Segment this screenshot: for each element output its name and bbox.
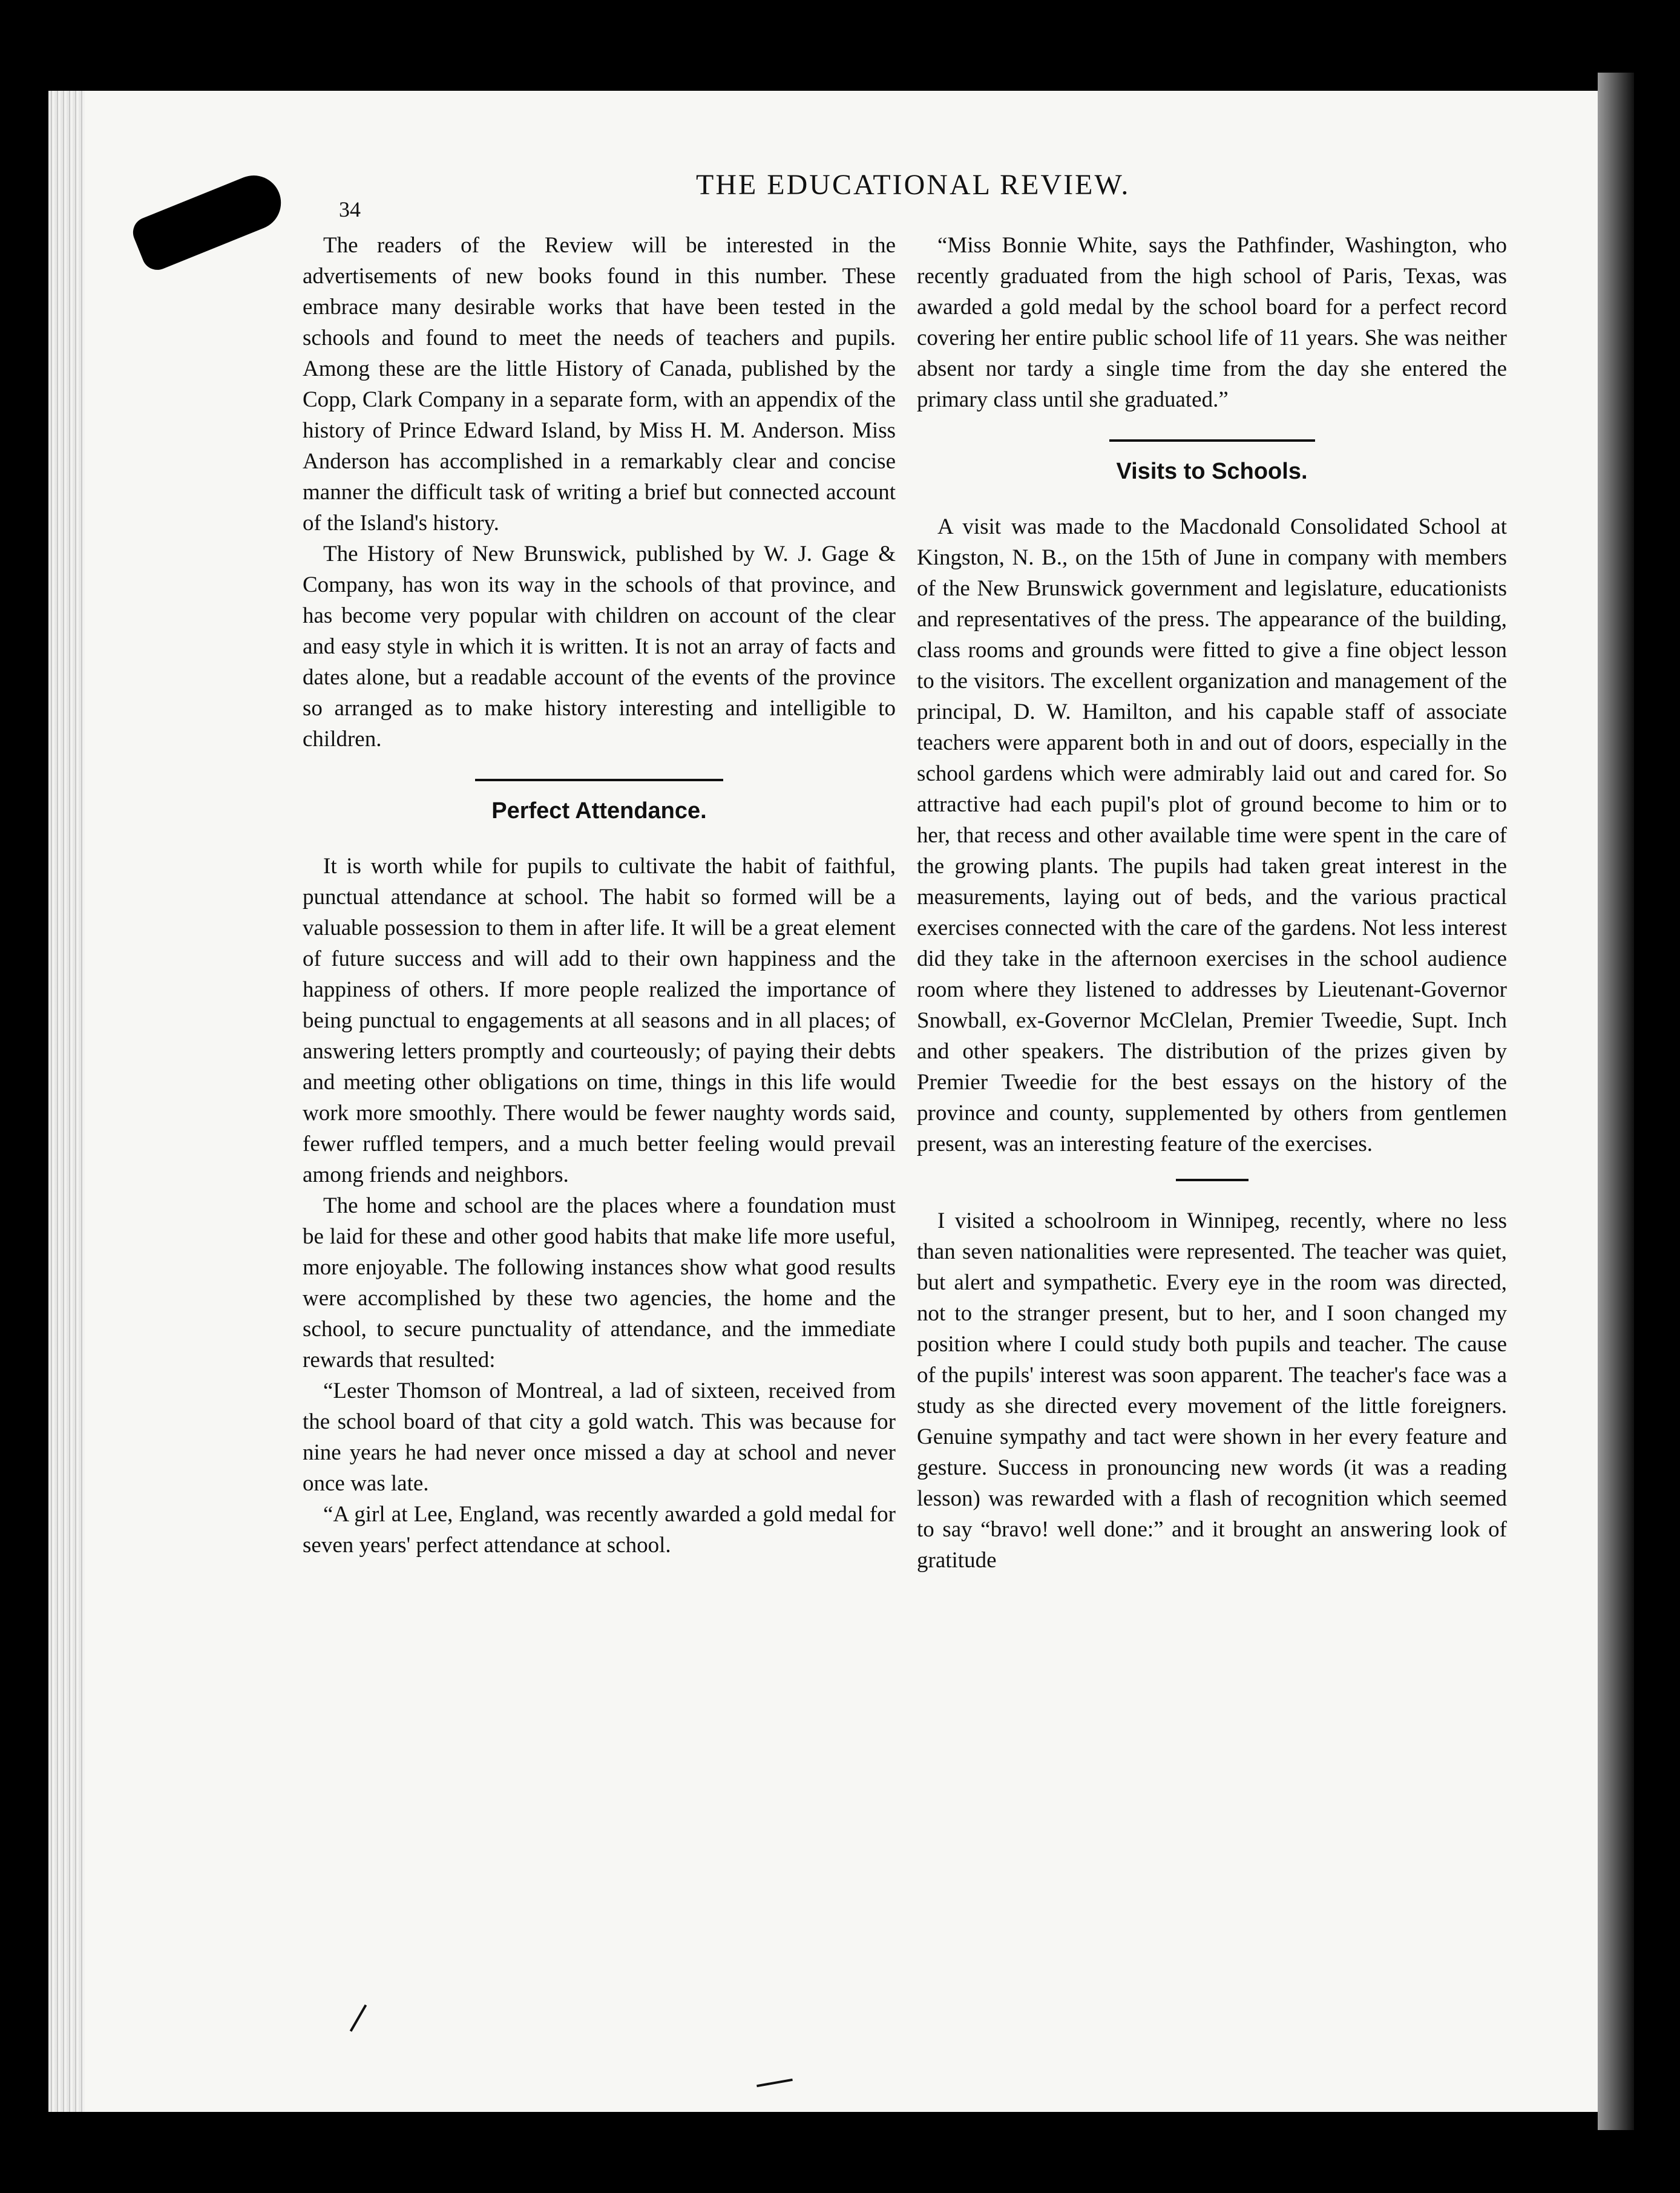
paragraph-history-new-brunswick: The History of New Brunswick, published by W. J. Gage & Company, has won its way in the schools of that province, and has become very popular with children on account of the clear and easy style in which it is written. It is not an array of facts and dates alone, but a readable account of the events of the province so arranged as to make history interesting and intelligible to children. bbox=[303, 542, 896, 752]
section-rule bbox=[475, 779, 723, 781]
paragraph-girl-at-lee: “A girl at Lee, England, was recently awarded a gold medal for seven years' perfect attendance at school. bbox=[303, 1502, 896, 1558]
paragraph-lester-thomson: “Lester Thomson of Montreal, a lad of sixteen, received from the school board of that city a gold watch. This was because for nine years he had never once missed a day at school and never once was late. bbox=[303, 1378, 896, 1496]
page-right-shadow bbox=[1598, 73, 1634, 2130]
page-number: 34 bbox=[339, 197, 361, 221]
paragraph-home-and-school: The home and school are the places where a foundation must be laid for these and other good habits that make life more useful, more enjoyable. The following instances show what good results were accomplished by these two agencies, the home and the school, to secure punctuality of attendance, and the immediate rewards that resulted: bbox=[303, 1193, 896, 1372]
section-rule-short bbox=[1176, 1179, 1249, 1181]
page-edge-binding bbox=[48, 91, 85, 2112]
paragraph-bonnie-white: “Miss Bonnie White, says the Pathfinder, Washington, who recently graduated from the high school of Paris, Texas, was awarded a gold medal by the school board for a perfect record covering her entire public school life of 11 years. She was neither absent nor tardy a single time from the day she entered the primary class until she graduated.” bbox=[917, 233, 1507, 412]
right-column bbox=[917, 230, 1507, 1576]
paragraph-attendance-habit: It is worth while for pupils to cultivate the habit of faithful, punctual attendance at school. The habit so formed will be a valuable possession to them in after life. It will be a great element of future success and will add to their own happiness and the happiness of others. If more people realized the importance of being punctual to engagements at all seasons and in all places; of answering letters promptly and courteously; of paying their debts and meeting other obligations on time, things in this life would work more smoothly. There would be fewer naughty words said, fewer ruffled tempers, and a much better feeling would prevail among friends and neighbors. bbox=[303, 854, 896, 1187]
paragraph-macdonald-school-visit: A visit was made to the Macdonald Consolidated School at Kingston, N. B., on the 15th of June in company with members of the New Brunswick government and legislature, educationists and representatives of the press. The appearance of the building, class rooms and grounds were fitted to give a fine object lesson to the visitors. The excellent organization and management of the principal, D. W. Hamilton, and his capable staff of associate teachers were apparent both in and out of doors, especially in the school gardens which were admirably laid out and cared for. So attractive had each pupil's plot of ground become to him or to her, that recess and other available time were spent in the care of the growing plants. The pupils had taken great interest in the measurements, laying out of beds, and the various practical exercises connected with the care of the gardens. Not less interest did they take in the afternoon exercises in the school audience room where they listened to addresses by Lieutenant-Governor Snowball, ex-Governor McClelan, Premier Tweedie, Supt. Inch and other speakers. The distribution of the prizes given by Premier Tweedie for the best essays on the history of the province and county, supplemented by others from gentlemen present, was an interesting feature of the exercises. bbox=[917, 514, 1507, 1156]
heading-visits-to-schools: Visits to Schools. bbox=[1116, 459, 1308, 484]
heading-perfect-attendance: Perfect Attendance. bbox=[491, 798, 707, 824]
paragraph-review-books: The readers of the Review will be interested in the advertisements of new books found in this number. These embrace many desirable works that have been tested in the schools and found to meet the needs of teachers and pupils. Among these are the little History of Canada, published by the Copp, Clark Company in a separate form, with an appendix of the history of Prince Edward Island, by Miss H. M. Anderson. Miss Anderson has accomplished in a remarkably clear and concise manner the difficult task of writing a brief but connected account of the Island's history. bbox=[303, 233, 896, 536]
section-rule bbox=[1109, 439, 1315, 442]
left-column bbox=[303, 230, 896, 1561]
paragraph-winnipeg-schoolroom: I visited a schoolroom in Winnipeg, recently, where no less than seven nationalities were represented. The teacher was quiet, but alert and sympathetic. Every eye in the room was directed, not to the stranger present, but to her, and I soon changed my position where I could study both pupils and teacher. The cause of the pupils' interest was soon apparent. The teacher's face was a study as she directed every movement of the little foreigners. Genuine sympathy and tact were shown in her every feature and gesture. Success in pronouncing new words (it was a reading lesson) was rewarded with a flash of recognition which seemed to say “bravo! well done:” and it brought an answering look of gratitude bbox=[917, 1208, 1507, 1573]
running-head-title: THE EDUCATIONAL REVIEW. bbox=[696, 169, 1130, 201]
